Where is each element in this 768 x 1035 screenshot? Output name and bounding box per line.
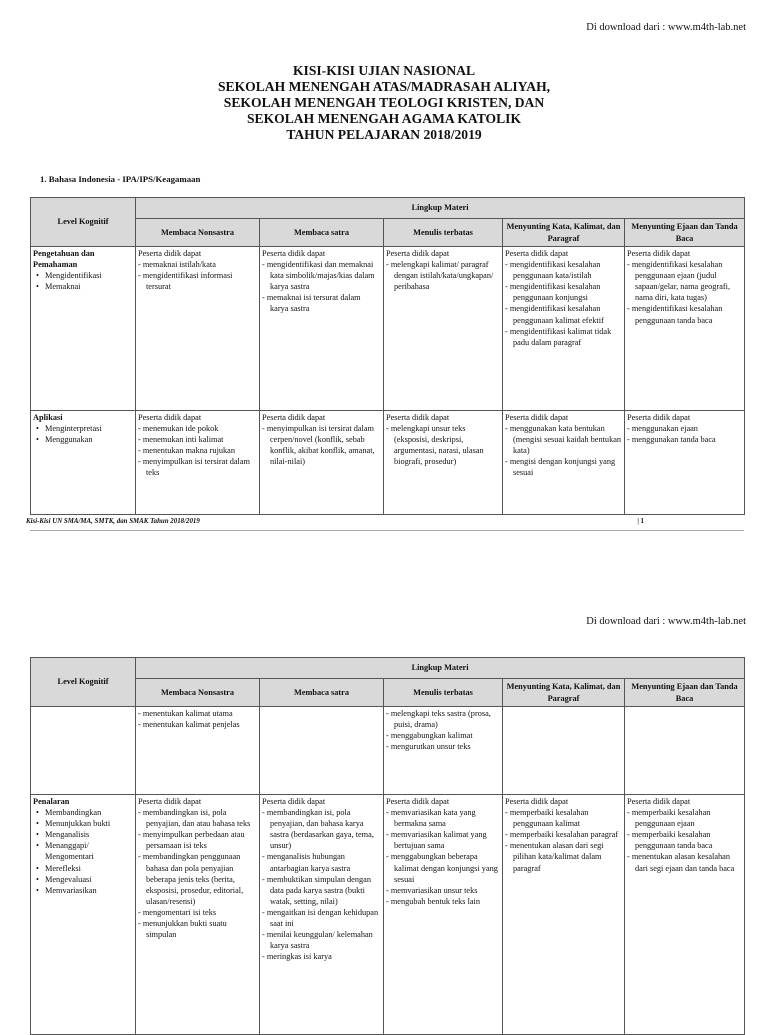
cell-intro: Peserta didik dapat: [386, 413, 450, 422]
col-header: Menyunting Kata, Kalimat, dan Paragraf: [503, 679, 625, 707]
list-item: - melengkapi unsur teks (eksposisi, deskripsi, argumentasi, narasi, ulasan biografi, prosedur): [386, 423, 500, 467]
materi-cell: [384, 411, 503, 515]
list-item: - memaknai isi tersurat dalam karya sastra: [262, 292, 381, 314]
list-item: - mengidentifikasi kesalahan penggunaan konjungsi: [505, 281, 622, 303]
list-item: - menyimpulkan perbedaan atau persamaan isi teks: [138, 829, 257, 851]
list-item: - menentukan kalimat utama: [138, 708, 257, 719]
list-item: - melengkapi kalimat/ paragraf dengan istilah/kata/ungkapan/ peribahasa: [386, 259, 500, 292]
kisi-kisi-table-page-1: [30, 197, 745, 515]
list-item: - memperbaiki kesalahan penggunaan ejaan: [627, 807, 742, 829]
table-row: [31, 411, 745, 515]
list-item: - menyimpulkan isi tersirat dalam teks: [138, 456, 257, 478]
materi-cell: [625, 247, 745, 411]
materi-cell: [625, 707, 745, 795]
cell-intro: Peserta didik dapat: [138, 797, 202, 806]
list-item: - menggabungkan kalimat: [386, 730, 500, 741]
list-item: - membandingkan isi, pola penyajian, dan bahasa karya sastra (berdasarkan gaya, tema, unsur): [262, 807, 381, 851]
list-item: - mengisi dengan konjungsi yang sesuai: [505, 456, 622, 478]
list-item: - menentukan alasan dari segi pilihan kata/kalimat dalam paragraf: [505, 840, 622, 873]
cell-intro: Peserta didik dapat: [262, 797, 326, 806]
list-item: - membuktikan simpulan dengan data pada karya sastra (bukti watak, setting, nilai): [262, 874, 381, 907]
list-item: - menentukan kalimat penjelas: [138, 719, 257, 730]
materi-cell: [503, 247, 625, 411]
list-item: - memvariasikan kata yang bermakna sama: [386, 807, 500, 829]
col-header: Menyunting Kata, Kalimat, dan Paragraf: [503, 219, 625, 247]
cell-intro: Peserta didik dapat: [262, 413, 326, 422]
title-line: SEKOLAH MENENGAH AGAMA KATOLIK: [246, 111, 522, 126]
cell-intro: Peserta didik dapat: [505, 249, 569, 258]
level-name: Penalaran: [33, 797, 70, 806]
level-name: Pengetahuan dan Pemahaman: [33, 249, 95, 270]
list-item: - mengidentifikasi kesalahan penggunaan tanda baca: [627, 303, 742, 325]
list-item: - memperbaiki kesalahan penggunaan tanda baca: [627, 829, 742, 851]
level-cell: [31, 411, 136, 515]
title-line: KISI-KISI UJIAN NASIONAL: [292, 63, 476, 78]
materi-cell: [625, 795, 745, 1035]
cell-intro: Peserta didik dapat: [627, 249, 691, 258]
level-cell: [31, 707, 136, 795]
page-footer: [26, 518, 744, 525]
list-item: - mengidentifikasi kesalahan penggunaan ejaan (judul sapaan/gelar, nama geografi, nama diri, kata tugas): [627, 259, 742, 303]
cell-intro: Peserta didik dapat: [627, 797, 691, 806]
list-item: - memperbaiki kesalahan penggunaan kalimat: [505, 807, 622, 829]
cell-intro: Peserta didik dapat: [505, 413, 569, 422]
materi-cell: [384, 795, 503, 1035]
list-item: - mengurutkan unsur teks: [386, 741, 500, 752]
materi-cell: [503, 707, 625, 795]
cell-intro: Peserta didik dapat: [138, 249, 202, 258]
list-item: - menemukan ide pokok: [138, 423, 257, 434]
table-row: [31, 247, 745, 411]
download-source-text: Di download dari : www.m4th-lab.net: [586, 22, 746, 33]
list-item: - mengomentari isi teks: [138, 907, 257, 918]
skill-item: • Menginterpretasi: [33, 423, 133, 434]
col-header: Menulis terbatas: [384, 219, 503, 247]
list-item: - mengidentifikasi dan memaknai kata simbolik/majas/kias dalam karya sastra: [262, 259, 381, 292]
cell-intro: Peserta didik dapat: [386, 797, 450, 806]
list-item: - menunjukkan bukti suatu simpulan: [138, 918, 257, 940]
list-item: - menentukan alasan kesalahan dari segi ejaan dan tanda baca: [627, 851, 742, 873]
list-item: - memvariasikan unsur teks: [386, 885, 500, 896]
title-line: SEKOLAH MENENGAH ATAS/MADRASAH ALIYAH,: [217, 79, 551, 94]
materi-cell: [136, 707, 260, 795]
title-line: TAHUN PELAJARAN 2018/2019: [286, 127, 482, 142]
cell-intro: Peserta didik dapat: [262, 249, 326, 258]
cell-intro: Peserta didik dapat: [505, 797, 569, 806]
col-header: Membaca satra: [260, 679, 384, 707]
materi-cell: [260, 247, 384, 411]
table-row-continued: [31, 707, 745, 795]
list-item: - menggunakan ejaan: [627, 423, 742, 434]
table-row: [31, 795, 745, 1035]
list-item: - mengidentifikasi kesalahan penggunaan kalimat efektif: [505, 303, 622, 325]
list-item: - mengidentifikasi kesalahan penggunaan kata/istilah: [505, 259, 622, 281]
list-item: - mengidentifikasi informasi tersurat: [138, 270, 257, 292]
skill-item: • Menunjukkan bukti: [33, 818, 133, 829]
materi-cell: [136, 411, 260, 515]
materi-cell: [260, 707, 384, 795]
list-item: - menyimpulkan isi tersirat dalam cerpen/novel (konflik, sebab konflik, akibat konflik, amanat, nilai-nilai): [262, 423, 381, 467]
list-item: - mengidentifikasi kalimat tidak padu dalam paragraf: [505, 326, 622, 348]
list-item: - memaknai istilah/kata: [138, 259, 257, 270]
list-item: - mengaitkan isi dengan kehidupan saat ini: [262, 907, 381, 929]
section-heading: 1. Bahasa Indonesia - IPA/IPS/Keagamaan: [40, 174, 201, 184]
skill-item: • Menanggapi/ Mengomentari: [33, 840, 133, 862]
col-header: Membaca Nonsastra: [136, 219, 260, 247]
level-cell: [31, 247, 136, 411]
skill-item: • Memaknai: [33, 281, 133, 292]
cell-intro: Peserta didik dapat: [627, 413, 691, 422]
level-kognitif-header: Level Kognitif: [31, 658, 136, 707]
list-item: - memvariasikan kalimat yang bertujuan sama: [386, 829, 500, 851]
skill-item: • Mengevaluasi: [33, 874, 133, 885]
list-item: - menggunakan tanda baca: [627, 434, 742, 445]
list-item: - menggabungkan beberapa kalimat dengan konjungsi yang sesuai: [386, 851, 500, 884]
level-kognitif-header: Level Kognitif: [31, 198, 136, 247]
cell-intro: Peserta didik dapat: [138, 413, 202, 422]
page-divider: [30, 530, 744, 531]
materi-cell: [384, 247, 503, 411]
list-item: - menganalisis hubungan antarbagian karya sastra: [262, 851, 381, 873]
materi-cell: [260, 411, 384, 515]
level-name: Aplikasi: [33, 413, 63, 422]
list-item: - menemukan inti kalimat: [138, 434, 257, 445]
list-item: - membandingkan penggunaan bahasa dan pola penyajian beberapa jenis teks (berita, eksposisi, prosedur, editorial, ulasan/resensi): [138, 851, 257, 906]
list-item: - membandingkan isi, pola penyajian, dan atau bahasa teks: [138, 807, 257, 829]
level-cell: [31, 795, 136, 1035]
col-header: Menyunting Ejaan dan Tanda Baca: [625, 219, 745, 247]
list-item: - mengubah bentuk teks lain: [386, 896, 500, 907]
footer-text: Kisi-Kisi UN SMA/MA, SMTK, dan SMAK Tahun 2018/2019: [26, 518, 200, 525]
col-header: Menyunting Ejaan dan Tanda Baca: [625, 679, 745, 707]
materi-cell: [384, 707, 503, 795]
skill-item: • Memvariasikan: [33, 885, 133, 896]
list-item: - menilai keunggulan/ kelemahan karya sastra: [262, 929, 381, 951]
skill-item: • Menganalisis: [33, 829, 133, 840]
materi-cell: [260, 795, 384, 1035]
materi-cell: [136, 795, 260, 1035]
document-title: [0, 63, 768, 143]
list-item: - memperbaiki kesalahan paragraf: [505, 829, 622, 840]
col-header: Membaca satra: [260, 219, 384, 247]
list-item: - melengkapi teks sastra (prosa, puisi, drama): [386, 708, 500, 730]
page-number: | 1: [637, 518, 644, 525]
download-source-text: Di download dari : www.m4th-lab.net: [586, 616, 746, 627]
materi-cell: [136, 247, 260, 411]
list-item: - menentukan makna rujukan: [138, 445, 257, 456]
lingkup-materi-header: Lingkup Materi: [136, 658, 745, 679]
lingkup-materi-header: Lingkup Materi: [136, 198, 745, 219]
list-item: - meringkas isi karya: [262, 951, 381, 962]
col-header: Membaca Nonsastra: [136, 679, 260, 707]
list-item: - menggunakan kata bentukan (mengisi sesuai kaidah bentukan kata): [505, 423, 622, 456]
materi-cell: [625, 411, 745, 515]
materi-cell: [503, 795, 625, 1035]
skill-item: • Menggunakan: [33, 434, 133, 445]
materi-cell: [503, 411, 625, 515]
title-line: SEKOLAH MENENGAH TEOLOGI KRISTEN, DAN: [223, 95, 545, 110]
skill-item: • Mengidentifikasi: [33, 270, 133, 281]
col-header: Menulis terbatas: [384, 679, 503, 707]
skill-item: • Merefleksi: [33, 863, 133, 874]
skill-item: • Membandingkan: [33, 807, 133, 818]
kisi-kisi-table-page-2: [30, 657, 745, 1035]
cell-intro: Peserta didik dapat: [386, 249, 450, 258]
